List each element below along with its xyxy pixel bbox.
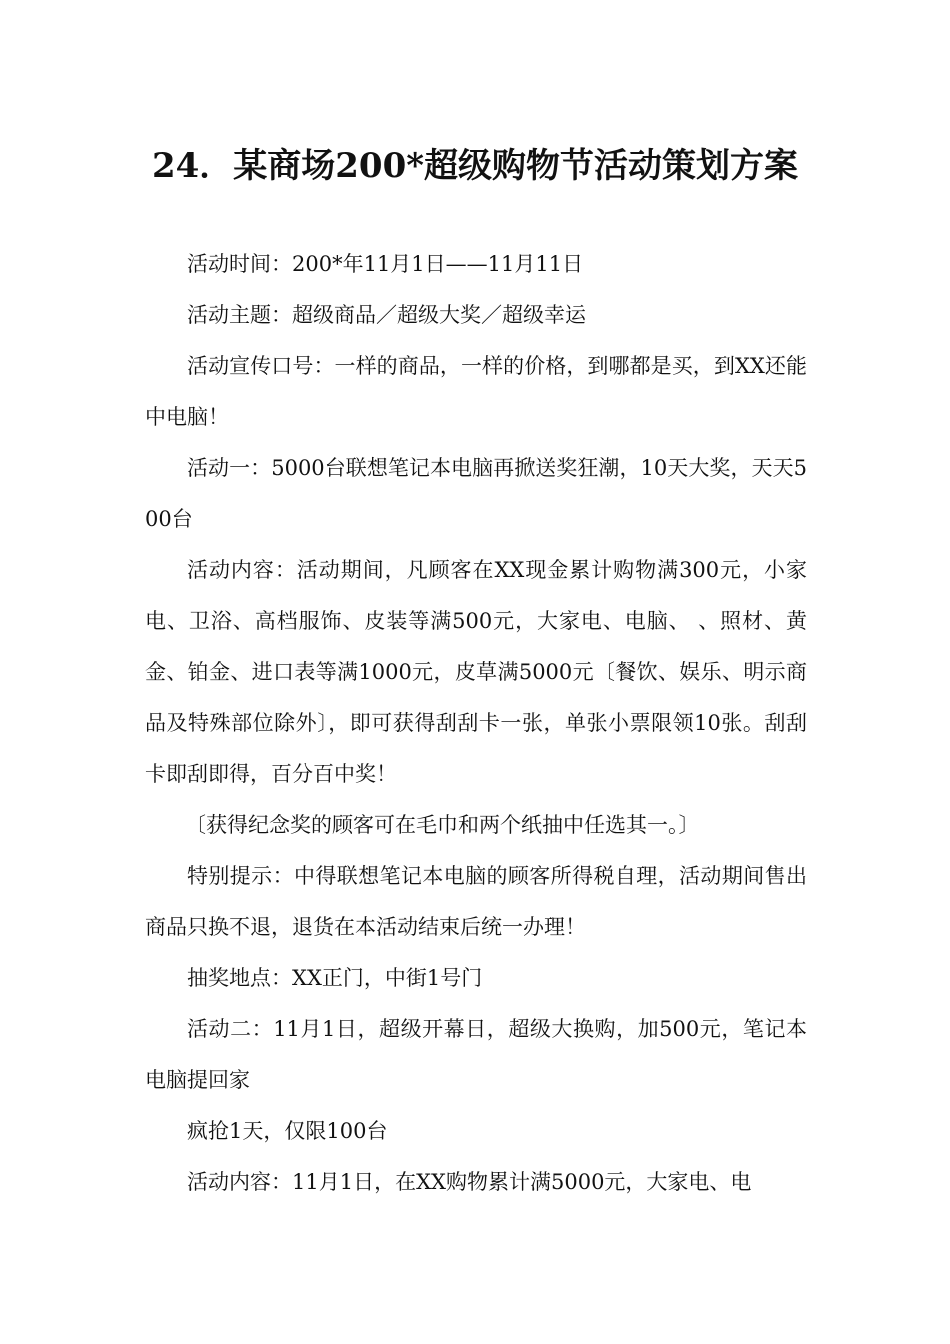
paragraph-activity-theme: 活动主题：超级商品／超级大奖／超级幸运 <box>187 303 586 327</box>
paragraph-draw-location: 抽奖地点：XX正门，中街1号门 <box>187 966 483 990</box>
paragraph-activity-two: 活动二：11月1日，超级开幕日，超级大换购，加500元，笔记本电脑提回家 <box>145 1017 807 1092</box>
paragraph-activity-time: 活动时间：200*年11月1日——11月11日 <box>187 252 584 276</box>
paragraph-slogan: 活动宣传口号：一样的商品，一样的价格，到哪都是买，到XX还能中电脑！ <box>145 354 807 429</box>
document-body <box>145 239 807 1208</box>
paragraph-activity-two-content: 活动内容：11月1日，在XX购物累计满5000元，大家电、电 <box>187 1170 752 1194</box>
paragraph-activity-one-content: 活动内容：活动期间，凡顾客在XX现金累计购物满300元，小家电、卫浴、高档服饰、皮装等满500元，大家电、电脑、 、照材、黄金、铂金、进口表等满1000元，皮草满5000元〔餐饮、娱乐、明示商品及特殊部位除外〕，即可获得刮刮卡一张，单张小票限领10张。刮刮卡即刮即得，百分百中奖！ <box>145 558 807 786</box>
paragraph-special-notice: 特别提示：中得联想笔记本电脑的顾客所得税自理，活动期间售出商品只换不退，退货在本活动结束后统一办理！ <box>145 864 807 939</box>
paragraph-rush-note: 疯抢1天，仅限100台 <box>187 1119 388 1143</box>
document-title: 24．某商场200*超级购物节活动策划方案 <box>151 146 799 186</box>
paragraph-activity-one: 活动一：5000台联想笔记本电脑再掀送奖狂潮，10天大奖，天天500台 <box>145 456 807 531</box>
paragraph-souvenir-note: 〔获得纪念奖的顾客可在毛巾和两个纸抽中任选其一。〕 <box>185 813 700 837</box>
